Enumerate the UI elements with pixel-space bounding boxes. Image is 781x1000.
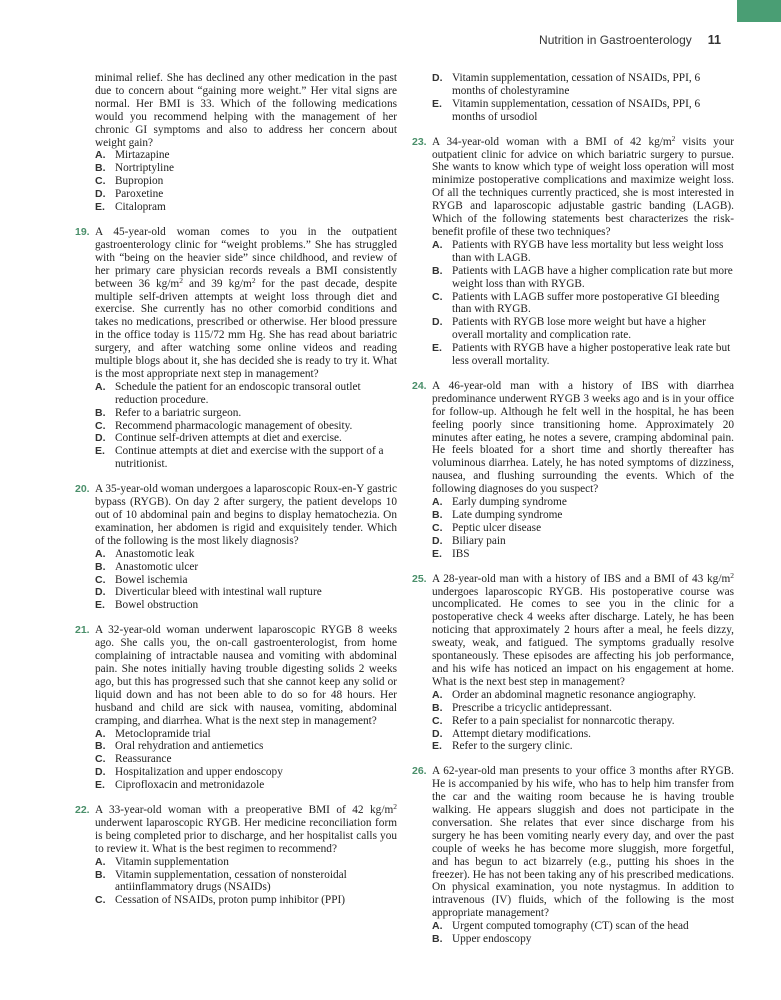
- question-21: [75, 624, 397, 792]
- answer-option: [432, 509, 734, 522]
- running-header: [539, 33, 721, 47]
- options: [95, 381, 397, 471]
- answer-option: [432, 548, 734, 561]
- option-letter: C.: [432, 714, 443, 727]
- option-text: Vitamin supplementation, cessation of NSAIDs, PPI, 6 months of cholestyramine: [452, 72, 701, 97]
- option-text: Refer to a bariatric surgeon.: [115, 406, 242, 419]
- option-letter: C.: [95, 175, 106, 188]
- option-text: Anastomotic leak: [115, 547, 195, 560]
- option-text: Continue self-driven attempts at diet and exercise.: [115, 432, 342, 445]
- question-22: [75, 804, 397, 907]
- option-letter: D.: [95, 586, 106, 599]
- question-stem: A 33-year-old woman with a preoperative BMI of 42 $kg/m^2$ underwent laparoscopic RYGB. Her medicine reconciliation form is being completed prior to discharge, and her hospitalist calls you to review it. What is the best regimen to recommend?: [95, 802, 397, 855]
- option-letter: D.: [432, 727, 443, 740]
- answer-option: [95, 162, 397, 175]
- option-letter: D.: [432, 72, 443, 84]
- question-25: [412, 570, 734, 754]
- question-stem: A 34-year-old woman with a BMI of 42 $kg/m^2$ visits your outpatient clinic for advice on which bariatric surgery to pursue. She wants to know which type of weight loss operation will most minimize postoperative complications and maximize weight loss. Of all the techniques currently practiced, she is most interested in RYGB and laparoscopic adjustable gastric banding (LAGB). Which of the following statements best characterizes the risk-benefit profile of these two techniques?: [432, 133, 734, 238]
- option-text: Reassurance: [115, 753, 172, 766]
- question-number: 21.: [75, 624, 90, 637]
- option-text: Oral rehydration and antiemetics: [115, 740, 264, 753]
- answer-option: [432, 522, 734, 535]
- question-23: [412, 133, 734, 368]
- answer-option: [95, 149, 397, 162]
- option-text: Attempt dietary modifications.: [452, 727, 591, 740]
- option-text: Late dumping syndrome: [452, 509, 563, 521]
- question-22-continued: [412, 72, 734, 124]
- option-letter: A.: [95, 149, 106, 162]
- option-text: Patients with LAGB have a higher complication rate but more weight loss than with RYGB.: [452, 264, 733, 290]
- option-text: Nortriptyline: [115, 162, 174, 175]
- option-letter: C.: [95, 753, 106, 766]
- option-text: Continue attempts at diet and exercise with the support of a nutritionist.: [115, 445, 384, 471]
- option-text: Early dumping syndrome: [452, 496, 567, 509]
- option-letter: A.: [432, 238, 443, 251]
- answer-option: [432, 728, 734, 741]
- answer-option: [95, 548, 397, 561]
- option-letter: B.: [95, 868, 106, 881]
- option-text: Metoclopramide trial: [115, 727, 211, 740]
- question-18-continued: [75, 72, 397, 214]
- question-number: 25.: [412, 572, 427, 585]
- option-letter: B.: [432, 933, 443, 946]
- option-letter: D.: [95, 766, 106, 779]
- option-letter: C.: [432, 290, 443, 303]
- chapter-tab: [737, 0, 781, 22]
- right-column: [412, 72, 734, 946]
- option-text: Bupropion: [115, 175, 164, 188]
- answer-option: [432, 72, 734, 98]
- option-letter: E.: [95, 201, 105, 214]
- option-letter: A.: [95, 380, 106, 393]
- option-text: Vitamin supplementation, cessation of nonsteroidal antiinflammatory drugs (NSAIDs): [115, 868, 347, 894]
- option-letter: A.: [95, 547, 106, 560]
- answer-option: [432, 239, 734, 265]
- options: [95, 548, 397, 613]
- answer-option: [95, 728, 397, 741]
- answer-option: [432, 702, 734, 715]
- option-text: Cessation of NSAIDs, proton pump inhibitor (PPI): [115, 894, 346, 907]
- answer-option: [432, 316, 734, 342]
- answer-option: [95, 586, 397, 599]
- options: [432, 239, 734, 368]
- option-letter: C.: [95, 894, 106, 907]
- options: [432, 496, 734, 561]
- option-text: Schedule the patient for an endoscopic transoral outlet reduction procedure.: [115, 380, 361, 406]
- answer-option: [95, 766, 397, 779]
- answer-option: [95, 753, 397, 766]
- option-text: Patients with RYGB lose more weight but have a higher overall mortality and complication rate.: [452, 316, 706, 342]
- option-text: Ciprofloxacin and metronidazole: [115, 779, 265, 792]
- option-letter: E.: [432, 97, 442, 110]
- answer-option: [95, 869, 397, 895]
- option-text: Patients with RYGB have less mortality but less weight loss than with LAGB.: [452, 238, 724, 264]
- option-letter: E.: [432, 342, 442, 355]
- question-number: 20.: [75, 483, 90, 496]
- option-letter: C.: [95, 573, 106, 586]
- options: [95, 728, 397, 793]
- question-stem: A 32-year-old woman underwent laparoscopic RYGB 8 weeks ago. She calls you, the on-call gastroenterologist, from home complaining of intractable nausea and vomiting with abdominal pain. She notes initially having trouble digesting solids 2 weeks ago, but this has progressed such that she cannot keep any solid or liquid down and has not been able to do so for 48 hours. Her husband and child are sick with nausea, vomiting, abdominal cramping, and diarrhea. What is the next step in management?: [95, 624, 397, 727]
- question-stem: A 62-year-old man presents to your office 3 months after RYGB. He is accompanied by his wife, who has to help him transfer from the car and the waiting room because he is having trouble walking. He appears sluggish and does not participate in the conversation. She relates that ever since discharge from his surgery he has been vomiting nearly every day, and over the past couple of weeks he has become more sluggish, more forgetful, and has begun to act bizarrely (e.g., putting his shoes in the freezer). He has not been taking any of his prescribed medications. On physical examination, you note nystagmus. In addition to intravenous (IV) fluids, which of the following is the most appropriate management?: [432, 765, 734, 920]
- option-letter: A.: [95, 855, 106, 868]
- question-19: [75, 226, 397, 471]
- answer-option: [432, 496, 734, 509]
- question-24: [412, 380, 734, 561]
- option-letter: D.: [95, 188, 106, 201]
- left-column: [75, 72, 397, 907]
- question-number: 24.: [412, 379, 427, 392]
- option-text: Upper endoscopy: [452, 933, 532, 946]
- option-letter: B.: [432, 701, 443, 714]
- option-text: Hospitalization and upper endoscopy: [115, 766, 283, 779]
- option-letter: B.: [432, 509, 443, 521]
- option-text: Anastomotic ulcer: [115, 560, 199, 573]
- options: [95, 856, 397, 908]
- question-stem: minimal relief. She has declined any other medication in the past due to concern about “gaining more weight.” Her vital signs are normal. Her BMI is 33. Which of the following medications would you recommend helping with the management of her chronic GI symptoms and also to address her concern about weight gain?: [95, 72, 397, 149]
- option-letter: B.: [432, 264, 443, 277]
- option-text: Biliary pain: [452, 534, 506, 547]
- option-letter: C.: [432, 521, 443, 534]
- option-letter: A.: [432, 920, 443, 933]
- option-text: Mirtazapine: [115, 149, 170, 162]
- option-text: IBS: [452, 547, 470, 560]
- options: [432, 689, 734, 754]
- option-letter: E.: [432, 740, 442, 753]
- option-text: Diverticular bleed with intestinal wall rupture: [115, 586, 322, 599]
- answer-option: [432, 715, 734, 728]
- answer-option: [95, 201, 397, 214]
- option-letter: D.: [432, 534, 443, 547]
- option-text: Patients with LAGB suffer more postoperative GI bleeding than with RYGB.: [452, 290, 720, 316]
- option-text: Peptic ulcer disease: [452, 521, 542, 534]
- option-letter: B.: [95, 406, 106, 419]
- option-letter: B.: [95, 740, 106, 753]
- answer-option: [432, 98, 734, 124]
- option-letter: E.: [432, 547, 442, 560]
- answer-option: [95, 599, 397, 612]
- option-letter: A.: [432, 688, 443, 701]
- option-letter: B.: [95, 560, 106, 573]
- answer-option: [95, 856, 397, 869]
- answer-option: [432, 933, 734, 946]
- question-stem: A 28-year-old man with a history of IBS and a BMI of 43 $kg/m^2$ undergoes laparoscopic RYGB. His postoperative course was uncomplicated. He comes to see you in the clinic for a postoperative check 4 weeks after discharge. Lately, he has been noticing that approximately 2 hours after a meal, he feels dizzy, sweaty, weak, and fatigued. The symptoms gradually resolve spontaneously. These episodes are affecting his job performance, and his wife has noticed an impact on his engagement at home. What is the next best step in management?: [432, 570, 734, 688]
- question-stem: A 46-year-old man with a history of IBS with diarrhea predominance underwent RYGB 3 weeks ago and is in your office for follow-up. Although he felt well in the hospital, he has been feeling poorly since transitioning home. Approximately 20 minutes after eating, he notes a severe, cramping abdominal pain. He feels bloated for a short time and shortly thereafter has voluminous diarrhea. Lately, he has noted symptoms of dizziness, nausea, and flushing surrounding the events. Which of the following diagnoses do you suspect?: [432, 379, 734, 496]
- running-title: Nutrition in Gastroenterology: [539, 33, 692, 47]
- answer-option: [95, 574, 397, 587]
- answer-option: [95, 561, 397, 574]
- option-text: Citalopram: [115, 201, 166, 214]
- option-letter: A.: [95, 727, 106, 740]
- option-letter: D.: [432, 316, 443, 329]
- options: [432, 920, 734, 946]
- answer-option: [95, 432, 397, 445]
- answer-option: [432, 689, 734, 702]
- answer-option: [95, 188, 397, 201]
- answer-option: [95, 420, 397, 433]
- answer-option: [95, 779, 397, 792]
- option-text: Patients with RYGB have a higher postoperative leak rate but less overall mortality.: [452, 342, 731, 368]
- option-letter: E.: [95, 779, 105, 792]
- option-text: Recommend pharmacologic management of obesity.: [115, 419, 353, 432]
- question-20: [75, 483, 397, 612]
- question-26: [412, 765, 734, 946]
- option-text: Refer to the surgery clinic.: [452, 740, 573, 753]
- option-letter: D.: [95, 432, 106, 445]
- option-text: Refer to a pain specialist for nonnarcotic therapy.: [452, 714, 675, 727]
- option-letter: E.: [95, 445, 105, 458]
- answer-option: [95, 740, 397, 753]
- answer-option: [95, 175, 397, 188]
- option-text: Bowel ischemia: [115, 573, 188, 586]
- answer-option: [95, 381, 397, 407]
- question-stem: A 35-year-old woman undergoes a laparoscopic Roux-en-Y gastric bypass (RYGB). On day 2 after surgery, the patient develops 10 out of 10 abdominal pain and begins to display hematochezia. On examination, her abdomen is rigid and exquisitely tender. Which of the following is the most likely diagnosis?: [95, 483, 397, 547]
- option-text: Vitamin supplementation: [115, 855, 229, 868]
- answer-option: [95, 894, 397, 907]
- option-letter: A.: [432, 496, 443, 509]
- option-text: Bowel obstruction: [115, 599, 199, 612]
- answer-option: [432, 740, 734, 753]
- answer-option: [432, 535, 734, 548]
- option-letter: B.: [95, 162, 106, 175]
- answer-option: [432, 920, 734, 933]
- option-letter: C.: [95, 419, 106, 432]
- question-stem: A 45-year-old woman comes to you in the outpatient gastroenterology clinic for “weight problems.” She has struggled with “being on the heavier side” since childhood, and review of her primary care physician records reveals a BMI consistently between 36 $kg/m^2$ and 39 $kg/m^2$ for the past decade, despite multiple self-driven attempts at weight loss through diet and exercise. She currently has no other comorbid conditions and takes no medications, prescribed or otherwise. Her blood pressure in the office today is 115/72 mm Hg. She has read about bariatric surgery, and after watching some online videos and reading multiple blogs about it, she has decided she is ready to try it. What is the most appropriate next step in management?: [95, 225, 397, 380]
- answer-option: [432, 291, 734, 317]
- option-text: Paroxetine: [115, 188, 164, 201]
- question-number: 26.: [412, 765, 427, 778]
- options: [95, 149, 397, 214]
- option-text: Vitamin supplementation, cessation of NSAIDs, PPI, 6 months of ursodiol: [452, 97, 701, 123]
- options: [432, 72, 734, 124]
- answer-option: [432, 265, 734, 291]
- page-number: 11: [707, 33, 721, 47]
- answer-option: [95, 445, 397, 471]
- answer-option: [95, 407, 397, 420]
- question-number: 23.: [412, 135, 427, 148]
- option-text: Order an abdominal magnetic resonance angiography.: [452, 688, 696, 701]
- option-text: Urgent computed tomography (CT) scan of the head: [452, 920, 689, 933]
- question-number: 22.: [75, 804, 90, 817]
- question-number: 19.: [75, 225, 90, 238]
- answer-option: [432, 342, 734, 368]
- option-letter: E.: [95, 599, 105, 612]
- option-text: Prescribe a tricyclic antidepressant.: [452, 701, 612, 714]
